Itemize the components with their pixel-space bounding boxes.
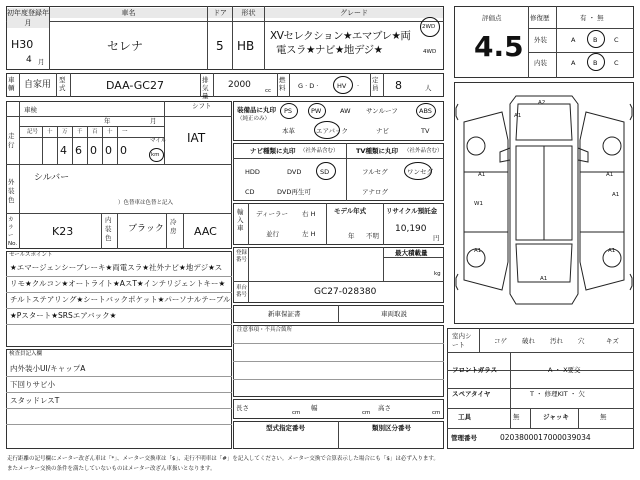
mileage-digit: 0 — [90, 144, 97, 157]
dmg-a2: A2 — [538, 100, 546, 106]
mileage-unit: 百 — [92, 129, 98, 135]
mgmt-number: 0203800017000039034 — [500, 433, 591, 442]
dmg-a1-left: A1 — [478, 172, 486, 178]
grade-line2: 電スラ★ナビ★地デジ★ — [276, 44, 383, 56]
shaken-month: 月 — [150, 117, 157, 125]
mileage-label: 走行 — [8, 132, 15, 149]
footer-line2: またメーター交換の条件を満たしていないものはメーター改ざん車扱いとなります。 — [7, 466, 216, 472]
capacity-unit: 人 — [425, 84, 432, 92]
interior-c: C — [614, 59, 619, 67]
interior-a: A — [571, 59, 576, 67]
dimension-row — [233, 399, 444, 419]
disp-value: 2000 — [228, 80, 251, 90]
mileage-digit: 6 — [75, 144, 82, 157]
grade-label: グレード — [265, 8, 443, 18]
sales-line-2: リモ★クルコン★オートライト★AスT★インテリジェントキー★ — [10, 279, 226, 288]
interior-item: 破れ — [522, 337, 535, 345]
equipment-label: 装備品に丸印 — [237, 106, 276, 114]
shaken-year: 年 — [104, 117, 111, 125]
model-year-unknown: 不明 — [366, 232, 379, 240]
exterior-b: B — [593, 36, 598, 44]
dmg-a1-right: A1 — [606, 172, 614, 178]
sales-line-4: ★Pスタート★SRSエアバック★ — [10, 311, 117, 320]
equip-airbag: エアバック — [316, 127, 348, 135]
glass-value: A ・ X要交 — [548, 366, 581, 374]
width-unit: cm — [362, 410, 371, 416]
class-label: 類別区分番号 — [372, 424, 411, 432]
inspector-line-2: 下回りサビ小 — [10, 380, 55, 389]
repair-label: 修復歴 — [530, 14, 550, 22]
mgmt-label: 管理番号 — [451, 434, 477, 442]
mile-label: マイル — [150, 138, 167, 144]
exterior-a: A — [571, 36, 576, 44]
tv-fullseg: フルセグ — [362, 168, 388, 176]
use-label: 車輌 — [8, 76, 15, 92]
recycle-value: 10,190 — [395, 224, 427, 234]
interior-b: B — [593, 59, 598, 67]
reg-year-label: 初年度登録年月 — [7, 9, 49, 27]
mileage-digit: 0 — [120, 144, 127, 157]
color-code-label: カラー No. — [8, 217, 18, 247]
length-label: 長さ — [236, 404, 249, 412]
equip-leather: 本革 — [282, 127, 295, 135]
navi-sd: SD — [320, 168, 330, 176]
tv-label: TV種類に丸印 — [356, 147, 398, 155]
type-value: DAA-GC27 — [106, 79, 164, 92]
color-note: ）色替車は色替と記入 — [118, 200, 174, 206]
type-label: 型式 — [59, 76, 66, 92]
equip-navi: ナビ — [376, 127, 389, 135]
width-label: 幅 — [311, 404, 318, 412]
recycle-label: リサイクル預託金 — [386, 207, 438, 215]
exterior-label: 外装 — [534, 36, 547, 44]
drive-4wd: 4WD — [423, 49, 437, 55]
shift-label: シフト — [192, 102, 212, 110]
cc-unit: cc — [265, 88, 272, 94]
shape: HB — [237, 39, 255, 53]
doors-label: ドア — [208, 8, 232, 18]
warranty-label: 新車保証書 — [268, 310, 301, 318]
mileage-unit: 千 — [77, 129, 83, 135]
navi-hdd: HDD — [245, 168, 260, 176]
fuel-options: G · D · — [298, 82, 319, 90]
jack-value: 無 — [600, 413, 607, 421]
fuel-selected: HV — [337, 82, 347, 90]
notes-label: 注意事項・不具合箇所 — [237, 327, 293, 333]
interior-item: コゲ — [494, 337, 507, 345]
dmg-a1-right2: A1 — [612, 192, 620, 198]
interior-item: 穴 — [578, 337, 585, 345]
navi-label: ナビ種類に丸印 — [250, 147, 296, 155]
max-load-unit: kg — [434, 271, 441, 277]
vin-label: 車台番号 — [236, 285, 248, 298]
color-label: 外装色 — [8, 178, 15, 204]
model-name: セレナ — [107, 39, 144, 53]
mileage-unit: 万 — [62, 129, 68, 135]
ac-label: 冷房 — [170, 218, 177, 235]
inspector-line-1: 内外装小UI/キャップA — [10, 364, 86, 373]
interior-label: 内装 — [534, 59, 547, 67]
capacity-value: 8 — [395, 79, 402, 92]
shaken-label: 車検 — [24, 106, 37, 114]
model-year-year: 年 — [348, 232, 355, 240]
tv-analog: アナログ — [362, 188, 388, 196]
navi-cd: CD — [245, 188, 255, 196]
handle-right: 右 H — [302, 210, 316, 218]
fuel-label: 燃料 — [279, 76, 286, 92]
equip-pw: PW — [311, 107, 322, 115]
month-unit: 月 — [38, 58, 45, 66]
color-value: シルバー — [34, 173, 70, 183]
sales-points-label: セールスポイント — [9, 252, 53, 258]
reg-month: 4 — [26, 55, 32, 65]
equip-sunroof: サンルーフ — [366, 107, 398, 115]
km-label: km — [151, 152, 160, 158]
mileage-digit: 0 — [105, 144, 112, 157]
interior-color: ブラック — [128, 224, 164, 234]
mileage-unit: 一 — [122, 129, 128, 135]
equip-aw: AW — [340, 107, 351, 115]
score-value: 4.5 — [474, 30, 524, 63]
color-code: K23 — [52, 225, 74, 238]
inspector-line-3: スタッドレスT — [10, 396, 60, 405]
interior-item: 汚れ — [550, 337, 563, 345]
import-parallel: 並行 — [266, 230, 279, 238]
equip-tv: TV — [421, 127, 430, 135]
capacity-label: 定員 — [372, 76, 379, 92]
ac-value: AAC — [194, 225, 217, 238]
reg-year: H30 — [11, 38, 34, 51]
navi-dvd: DVD — [287, 168, 302, 176]
height-label: 高さ — [378, 404, 391, 412]
disp-label: 排気量 — [202, 76, 209, 100]
manual-label: 車両取説 — [381, 310, 407, 318]
model-year-label: モデル年式 — [334, 207, 367, 215]
spare-label: スペアタイヤ — [452, 390, 491, 398]
handle-left: 左 H — [302, 230, 316, 238]
navi-dvd-play: DVD再生可 — [277, 188, 311, 196]
recycle-unit: 円 — [433, 234, 440, 242]
dmg-a1-rear: A1 — [540, 276, 548, 282]
dmg-a1-hood: A1 — [514, 113, 522, 119]
mileage-heading: 記号 — [27, 129, 39, 135]
shape-label: 形状 — [233, 8, 264, 18]
equip-abs: ABS — [419, 107, 432, 115]
mileage-unit: 十 — [47, 129, 53, 135]
type-spec-label: 型式指定番号 — [266, 424, 305, 432]
grade-line1: XVセレクション★エマブレ★両 — [270, 30, 411, 42]
tv-oneseg: ワンセグ — [407, 168, 433, 176]
interior-sheet-label: 室内シート — [452, 332, 472, 349]
length-unit: cm — [292, 410, 301, 416]
sales-line-3: チルトステアリング★シートバックポケット★パーソナルテーブル — [10, 295, 231, 304]
equip-ps: PS — [284, 107, 293, 115]
mileage-digit: 4 — [60, 144, 67, 157]
spare-value: T ・ 修理KIT ・ 欠 — [530, 390, 585, 398]
use-value: 自家用 — [24, 80, 52, 90]
import-dealer: ディーラー — [256, 210, 288, 218]
drive-2wd: 2WD — [422, 24, 436, 30]
doors: 5 — [216, 39, 224, 53]
fuel-more: · — [357, 82, 360, 90]
dmg-w1: W1 — [474, 201, 483, 207]
max-load-label: 最大積載量 — [395, 249, 428, 257]
vin-value: GC27-028380 — [314, 287, 377, 297]
tools-label: 工具 — [458, 413, 471, 421]
import-label: 輸入車 — [237, 208, 244, 232]
exterior-c: C — [614, 36, 619, 44]
score-label: 評価点 — [482, 14, 502, 22]
sales-line-1: ★エマージェンシーブレーキ★両電スラ★社外ナビ★地デジ★ス — [10, 263, 223, 272]
dmg-a1-rearright: A1 — [608, 248, 616, 254]
reg-number-label: 登録番号 — [236, 250, 248, 263]
repair-options: 有 ・ 無 — [580, 14, 604, 22]
footer-line1: 走行距離の記号欄にメーター改ざん車は「*」、メーター交換車は「$」、走行不明車は「#」を記入してください。メーター交換で合算表示した場合にも「$」は必ず入ります。 — [7, 456, 439, 462]
interior-item: キズ — [606, 337, 619, 345]
dmg-a1-rearleft: A1 — [474, 248, 482, 254]
shift-value: IAT — [187, 131, 206, 145]
jack-label: ジャッキ — [543, 413, 569, 421]
mileage-unit: 十 — [107, 129, 113, 135]
inspector-label: 検査員記入欄 — [9, 351, 43, 357]
height-unit: cm — [432, 410, 441, 416]
navi-note: （社外品含む） — [300, 148, 339, 154]
model-name-label: 車名 — [50, 8, 207, 18]
equipment-note: （純正のみ） — [237, 116, 271, 122]
tv-note: （社外品含む） — [404, 148, 443, 154]
interior-color-label: 内装色 — [105, 216, 112, 242]
tools-value: 無 — [513, 413, 520, 421]
glass-label: フロントガラス — [452, 366, 498, 374]
